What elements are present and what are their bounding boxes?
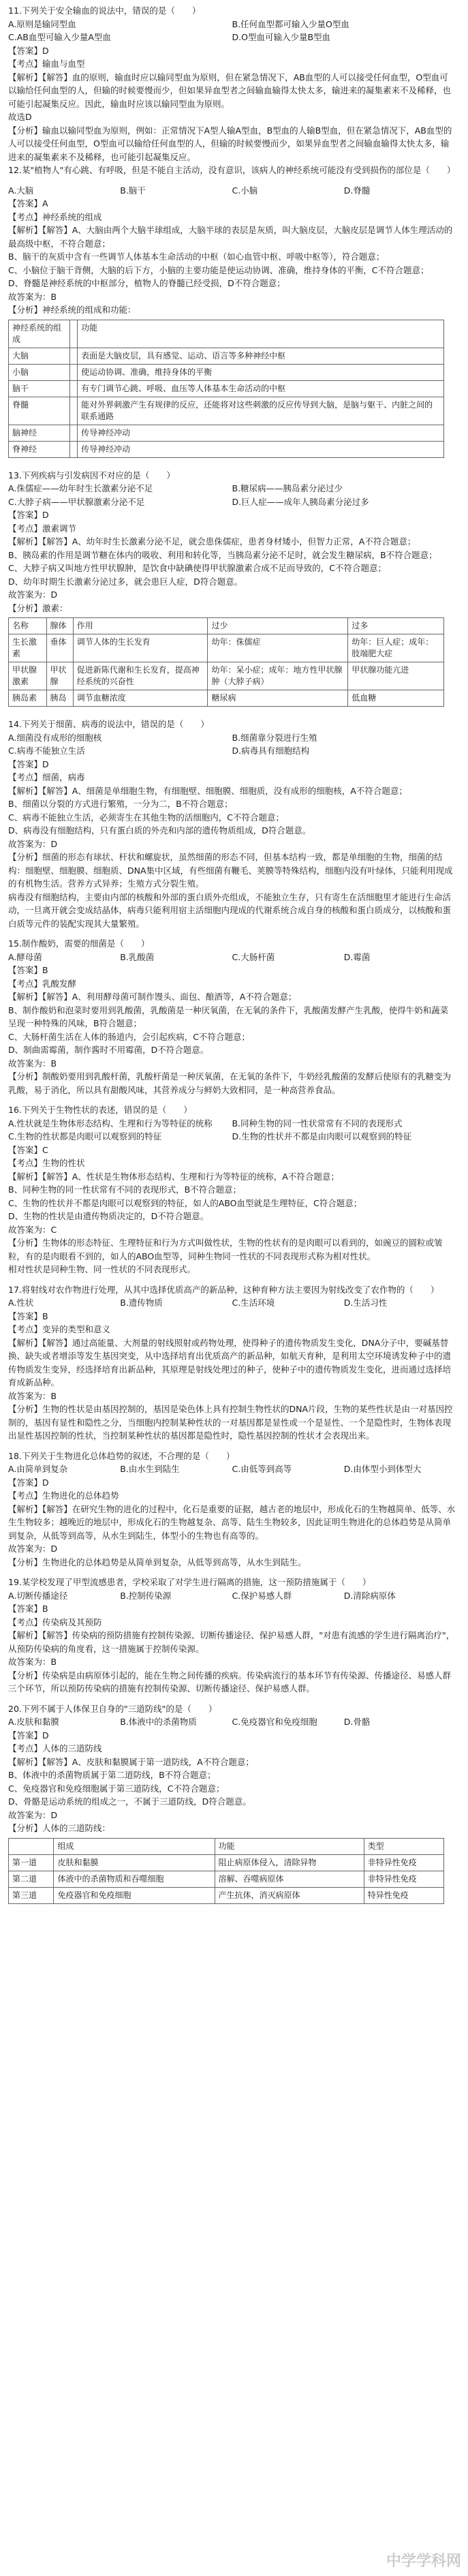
table-row	[9, 1871, 444, 1887]
explanation-line: 【考点】生物进化的总体趋势	[8, 1490, 119, 1501]
question-block	[0, 0, 468, 180]
explanation-line: C、大脖子病又叫地方性甲状腺肿，是饮食中缺碘使得甲状腺激素合成不足而导致的，C不符合题意；	[8, 563, 386, 573]
explanation-line: 【考点】变异的类型和意义	[8, 1324, 111, 1334]
explanation-line: 【答案】D	[8, 510, 49, 520]
explanation-line: 【解析】【解答】在研究生物的进化的过程中，化石是重要的证据，越古老的地层中，形成化石的生物越简单、低等、水生生物较多；越晚近的地层中，形成化石的生物越复杂、高等、陆生生物较多，因此证明生物进化的总体趋势是从简单到复杂，从低等到高等，从水生到陆生，体型小的生物也有高等的。	[8, 1503, 456, 1541]
table-cell: 阻止病原体侵入，清除异物	[215, 1854, 364, 1871]
explanation-line: 故选D	[8, 112, 32, 122]
table-header-cell: 过少	[208, 618, 348, 634]
explanation-line: B、脑干的灰质中含有一些调节人体基本生命活动的中枢（如心血管中枢、呼吸中枢等），符合题意；	[8, 251, 385, 262]
table-cell: 调节血糖浓度	[73, 690, 208, 707]
table-cell: 特异性免疫	[364, 1887, 443, 1903]
info-table	[8, 320, 444, 458]
table-cell: 甲状腺激素	[9, 662, 47, 690]
explanation-line: 【分析】人体的三道防线：	[8, 1823, 111, 1833]
explanation-line: 故答案为：B	[8, 1058, 57, 1069]
table-cell	[70, 441, 78, 457]
table-cell: 有专门调节心跳、呼吸、血压等人体基本生命活动的中枢	[78, 380, 444, 397]
option-item[interactable]: A.酵母菌	[8, 951, 42, 962]
option-item[interactable]: C.生物的性状都是肉眼可以观察到的特征	[8, 1131, 162, 1141]
explanation-line: 病毒没有细胞结构，主要由内部的核酸和外部的蛋白质外壳组成，不能独立生存，只有寄生在活细胞里才能进行生命活动，一旦离开就会变成结晶体，病毒只能利用宿主活细胞内现成的代谢系统合成自身的核酸和蛋白质成分，以核酸和蛋白质等元件的装配实现其大量繁殖。	[8, 891, 452, 929]
question-block	[0, 1571, 468, 1698]
option-item[interactable]: B.由水生到陆生	[120, 1464, 180, 1474]
explanation-line: 【解析】【解答】A、利用酵母菌可制作馒头、面包、酿酒等，A不符合题意；	[8, 992, 297, 1002]
explanation-line: 故答案为：D	[8, 1544, 58, 1554]
option-item[interactable]: A.切断传播途径	[8, 1590, 68, 1601]
table-header-row	[9, 320, 444, 348]
table-cell: 甲状腺功能亢进	[348, 662, 444, 690]
table-header-cell: 神经系统的组成	[9, 320, 70, 348]
table-header-cell	[70, 320, 78, 348]
option-item[interactable]: A.性状	[8, 1298, 34, 1308]
question-block	[0, 1698, 468, 1911]
explanation-line: 【分析】制酸奶要用到乳酸杆菌，乳酸杆菌是一种厌氧菌，在无氧的条件下，牛奶经乳酸菌的发酵后使原有的乳糖变为乳酸，易于消化，所以具有甜酸风味，其营养成分与鲜奶大致相同，是一种高营养食品。	[8, 1071, 452, 1095]
table-header-cell: 过多	[348, 618, 444, 634]
option-list	[8, 731, 456, 758]
explanation-line: D、骨骼是运动系统的组成之一，不属于三道防线，D符合题意。	[8, 1796, 251, 1807]
table-row	[9, 634, 444, 662]
explanation-line: D、脊髓是神经系统的中枢部分，植物人的脊髓已经受损，D不符合题意；	[8, 278, 285, 288]
explanation-line: 【分析】生物进化的总体趋势是从简单到复杂，从低等到高等，从水生到陆生。	[8, 1557, 307, 1567]
explanation-line: 【答案】D	[8, 1730, 49, 1741]
question-stem: 11.下列关于安全输血的说法中，错误的是（ ）	[8, 5, 201, 16]
table-cell	[70, 425, 78, 441]
explanation-line: 【分析】神经系统的组成和功能：	[8, 305, 136, 315]
table-header-cell: 组成	[54, 1838, 215, 1854]
info-table	[8, 1838, 444, 1904]
explanation-line: 【解析】【解答】传染病的预防措施有控制传染源、切断传播途径、保护易感人群，"对患有流感的学生进行隔离治疗"，从预防传染病的角度看，这一措施属于控制传染源。	[8, 1630, 455, 1654]
explanation-line: C、病毒不能独立生活，必须寄生在其他生物的活细胞内，C不符合题意；	[8, 812, 284, 823]
option-item[interactable]: C.小脑	[232, 185, 258, 196]
option-item[interactable]: A.原则是输同型血	[8, 18, 76, 29]
table-cell: 糖尿病	[208, 690, 348, 707]
explanation-line: B、同种生物的同一性状常有不同的表现形式，B不符合题意；	[8, 1184, 242, 1195]
option-item[interactable]: D.骨骼	[343, 1717, 371, 1727]
table-cell: 幼年：巨人症；成年：肢端肥大症	[348, 634, 444, 662]
option-item[interactable]: B.体液中的杀菌物质	[120, 1717, 197, 1727]
explanation-line: 【答案】D	[8, 45, 49, 56]
question-block	[0, 714, 468, 933]
explanation-line: 【考点】输血与血型	[8, 59, 85, 69]
question-block	[0, 1445, 468, 1572]
option-item[interactable]: B.细菌靠分裂进行生殖	[232, 732, 317, 743]
option-item[interactable]: C.病毒不能独立生活	[8, 746, 85, 756]
explanation-line: D、幼年时期生长激素分泌过多，就会患巨人症，D符合题意。	[8, 576, 243, 587]
table-cell: 大脑	[9, 348, 70, 364]
table-cell	[70, 364, 78, 380]
watermark: 中学学科网	[386, 2553, 461, 2570]
explanation-line: 【考点】人体的三道防线	[8, 1743, 102, 1753]
option-item[interactable]: A.侏儒症——幼年时生长激素分泌不足	[8, 483, 153, 493]
table-cell: 第二道	[9, 1871, 54, 1887]
question-block	[0, 180, 468, 465]
table-header-row	[9, 618, 444, 634]
option-item[interactable]: D.霉菌	[343, 951, 371, 962]
explanation-line: 【解析】【解答】A、大脑由两个大脑半球组成，大脑半球的表层是灰质，叫大脑皮层，大脑皮层是调节人体生理活动的最高级中枢，不符合题意；	[8, 225, 453, 249]
option-item[interactable]: A.由简单到复杂	[8, 1464, 68, 1474]
option-item[interactable]: B.控制传染源	[120, 1590, 172, 1601]
option-item[interactable]: C.免疫器官和免疫细胞	[232, 1717, 317, 1727]
explanation-line: 故答案为：D	[8, 838, 58, 849]
option-item[interactable]: C.AB血型可输入少量A型血	[8, 32, 111, 42]
table-cell: 非特异性免疫	[364, 1854, 443, 1871]
table-cell: 幼年：侏儒症	[208, 634, 348, 662]
explanation-line: 【分析】激素：	[8, 602, 68, 613]
question-block	[0, 465, 468, 714]
table-cell: 胰岛素	[9, 690, 47, 707]
table-cell: 产生抗体，消灭病原体	[215, 1887, 364, 1903]
explanation-line: 【考点】乳酸发酵	[8, 978, 77, 989]
table-cell: 使运动协调、准确，维持身体的平衡	[78, 364, 444, 380]
explanation-line: D、病毒没有细胞结构，只有蛋白质的外壳和内部的遗传物质组成，D符合题意。	[8, 825, 311, 835]
table-row	[9, 364, 444, 380]
table-header-cell: 腺体	[46, 618, 73, 634]
explanation-line: 【答案】D	[8, 758, 49, 769]
table-cell: 能对外界刺激产生有规律的反应，还能将对这些刺激的反应传导到大脑，是脑与躯干、内脏之间的联系通路	[78, 397, 444, 425]
explanation-line: 【答案】D	[8, 1477, 49, 1488]
table-cell: 脑干	[9, 380, 70, 397]
question-block	[0, 1279, 468, 1445]
table-cell: 第三道	[9, 1887, 54, 1903]
table-cell: 表面是大脑皮层，具有感觉、运动、语言等多种神经中枢	[78, 348, 444, 364]
question-stem: 18.下列关于生物进化总体趋势的叙述，不合理的是（ ）	[8, 1450, 235, 1461]
table-cell: 促进新陈代谢和生长发育，提高神经系统的兴奋性	[73, 662, 208, 690]
question-stem: 17.将射线对农作物进行处理，从其中选择优质高产的新品种，这种育种方法主要因为射线改变了农作物的（ ）	[8, 1284, 439, 1295]
explanation-line: C、生物的性状并不都是肉眼可以观察到的特征，如人的ABO血型就是生理特征，C符合题意；	[8, 1197, 362, 1208]
table-cell: 幼年：呆小症；成年：地方性甲状腺肿（大脖子病）	[208, 662, 348, 690]
table-header-cell	[9, 1838, 54, 1854]
table-cell: 传导神经冲动	[78, 441, 444, 457]
option-item[interactable]: C.由低等到高等	[232, 1464, 292, 1474]
table-cell: 小脑	[9, 364, 70, 380]
option-list	[8, 1117, 456, 1144]
explanation-line: 【考点】细菌，病毒	[8, 772, 85, 782]
explanation-line: 【分析】生物的性状是由基因控制的，基因是染色体上具有控制生物性状的DNA片段，生物的某些性状是由一对基因控制的，基因有显性和隐性之分，当细胞内控制某种性状的一对基因都是显性或一个是显性、一个是隐性时，生物体表现出显性基因控制的性状，当控制某种性状的基因都是隐性时，隐性基因控制的性状才会表现出来。	[8, 1404, 453, 1441]
info-table	[8, 617, 444, 707]
table-cell: 非特异性免疫	[364, 1871, 443, 1887]
explanation-line: 【解析】【解答】A、幼年时生长激素分泌不足，就会患侏儒症，患者身材矮小，但智力正常，A不符合题意；	[8, 536, 416, 547]
table-header-row	[9, 1838, 444, 1854]
explanation-line: B、细菌以分裂的方式进行繁殖，一分为二，B不符合题意；	[8, 799, 233, 809]
table-cell	[70, 380, 78, 397]
option-item[interactable]: D.生活习性	[343, 1298, 388, 1308]
option-list	[8, 1462, 456, 1476]
explanation-line: 故答案为：D	[8, 1809, 58, 1820]
option-item[interactable]: A.性状就是生物体形态结构、生理和行为等特征的统称	[8, 1118, 213, 1129]
question-stem: 19.某学校发现了甲型流感患者，学校采取了对学生进行隔离的措施，这一预防措施属于（ ）	[8, 1577, 371, 1587]
option-item[interactable]: D.巨人症——成年人胰岛素分泌过多	[232, 496, 369, 507]
table-cell: 体液中的杀菌物质和吞噬细胞	[54, 1871, 215, 1887]
table-cell: 低血糖	[348, 690, 444, 707]
option-list	[8, 1589, 456, 1603]
explanation-line: 【答案】B	[8, 1310, 48, 1321]
table-cell: 溶解、吞噬病原体	[215, 1871, 364, 1887]
question-block	[0, 1099, 468, 1279]
option-item[interactable]: D.清除病原体	[343, 1590, 396, 1601]
option-list	[8, 1296, 456, 1310]
explanation-line: 【分析】输血以输同型血为原则，例如：正常情况下A型人输A型血，B型血的人输B型血，但在紧急情况下，AB血型的人可以接受任何血型，O型血可以输给任何血型的人，但输的时候要慢而少，如果异血型者之间输血输得太快太多，输进来的凝集素来不及稀释，也可能引起凝集反应。	[8, 125, 452, 162]
question-stem: 15.制作酸奶，需要的细菌是（ ）	[8, 938, 150, 949]
option-item[interactable]: B.糖尿病——胰岛素分泌过少	[232, 483, 343, 493]
table-cell: 生长激素	[9, 634, 47, 662]
option-item[interactable]: D.病毒具有细胞结构	[232, 746, 310, 756]
table-cell: 免疫器官和免疫细胞	[54, 1887, 215, 1903]
explanation-line: 【分析】生物体的形态特征、生理特征和行为方式叫做性状，生物的性状有的是肉眼可以看到的，如豌豆的圆粒或皱粒，有的是肉眼看不到的，如人的ABO血型等，同种生物同一性状的不同表现形式称为相对性状。	[8, 1238, 443, 1261]
question-stem: 14.下列关于细菌、病毒的说法中，错误的是（ ）	[8, 719, 209, 729]
question-stem: 16.下列关于生物性状的表述，错误的是（ ）	[8, 1105, 192, 1115]
table-row	[9, 1854, 444, 1871]
table-cell: 胰岛	[46, 690, 73, 707]
table-header-cell: 作用	[73, 618, 208, 634]
explanation-line: 【解析】【解答】A、皮肤和黏膜属于第一道防线，A不符合题意；	[8, 1756, 254, 1767]
explanation-line: 【解析】【解答】A、性状是生物体形态结构、生理和行为等特征的统称，A不符合题意；	[8, 1171, 339, 1182]
option-list	[8, 18, 456, 44]
option-item[interactable]: D.脊髓	[343, 185, 371, 196]
explanation-line: B、制作酸奶和泡菜时要用到乳酸菌，乳酸菌是一种厌氧菌，在无氧的条件下，乳酸菌发酵产生乳酸，使得牛奶和蔬菜呈现一种特殊的风味，B符合题意；	[8, 1005, 449, 1028]
table-row	[9, 662, 444, 690]
table-row	[9, 425, 444, 441]
explanation-line: C、免疫器官和免疫细胞属于第三道防线，C不符合题意；	[8, 1783, 225, 1794]
table-row	[9, 690, 444, 707]
explanation-line: 故答案为：B	[8, 1390, 57, 1401]
option-item[interactable]: C.生活环境	[232, 1298, 275, 1308]
option-item[interactable]: B.同种生物的同一性状常常有不同的表现形式	[232, 1118, 403, 1129]
table-cell: 脑神经	[9, 425, 70, 441]
explanation-line: D、生物的性状是由遗传物质决定的，D不符合题意。	[8, 1211, 209, 1221]
option-item[interactable]: B.遗传物质	[120, 1298, 163, 1308]
option-item[interactable]: D.生物的性状并不都是由肉眼可以观察到的特征	[232, 1131, 412, 1141]
table-row	[9, 348, 444, 364]
table-cell	[70, 397, 78, 425]
explanation-line: 故答案为：B	[8, 1657, 57, 1667]
option-item[interactable]: C.大肠杆菌	[232, 951, 275, 962]
explanation-line: 相对性状是同种生物、同一性状的不同表现形式。	[8, 1264, 196, 1274]
explanation-line: 【答案】C	[8, 1144, 48, 1155]
explanation-line: 12.某"植物人"有心跳、有呼吸，但是不能自主活动，没有意识，该病人的神经系统可能没有受到损伤的部位是（ ）	[8, 165, 456, 175]
explanation-line: 故答案为：C	[8, 1224, 57, 1235]
explanation-line: 【解析】【解答】通过高能量、大剂量的射线照射或药物处理，使得种子的遗传物质发生变化，DNA分子中，要碱基替换、缺失或者增添等发生基因突变，从中选择培育出优质高产的新品种，如航天育种，是利用太空环境诱发种子中的遗传物质发生变异，经选择培育出新品种，其原理是射线处理过的种子，使种子中的遗传物质发生变化，进而通过选择培育成新品种。	[8, 1337, 452, 1387]
explanation-line: 【考点】激素调节	[8, 523, 77, 534]
option-item[interactable]: D.O型血可输入少量B型血	[232, 32, 331, 42]
table-cell: 脊神经	[9, 441, 70, 457]
table-cell: 调节人体的生长发育	[73, 634, 208, 662]
table-cell: 传导神经冲动	[78, 425, 444, 441]
table-cell: 甲状腺	[46, 662, 73, 690]
explanation-line: 【答案】B	[8, 965, 48, 975]
option-list	[8, 482, 456, 508]
option-item[interactable]: A.皮肤和黏膜	[8, 1717, 59, 1727]
option-list	[8, 184, 456, 198]
explanation-line: B、体液中的杀菌物质属于第二道防线，B不符合题意；	[8, 1770, 216, 1780]
option-item[interactable]: C.保护易感人群	[232, 1590, 292, 1601]
option-list	[8, 951, 456, 964]
explanation-line: 【分析】细菌的形态有球状、杆状和螺旋状，虽然细菌的形态不同，但基本结构一致，都是单细胞的生物，细菌的结构：细胞壁、细胞膜、细胞质、DNA集中区域，有些细菌有鞭毛、荚膜等特殊结构，细胞内没有叶绿体，只能利用现成的有机物生活。营养方式异养；生殖方式分裂生殖。	[8, 852, 453, 889]
table-row	[9, 380, 444, 397]
explanation-line: 【分析】传染病是由病原体引起的，能在生物之间传播的疾病。传染病流行的基本环节有传染源、传播途径、易感人群三个环节，所以预防传染病的措施有控制传染源、切断传播途径、保护易感人群。	[8, 1670, 452, 1693]
option-item[interactable]: A.大脑	[8, 185, 34, 196]
explanation-line: B、胰岛素的作用是调节糖在体内的吸收、利用和转化等，当胰岛素分泌不足时，就会发生糖尿病，B不符合题意；	[8, 549, 437, 560]
table-row	[9, 441, 444, 457]
table-cell: 垂体	[46, 634, 73, 662]
option-item[interactable]: B.乳酸菌	[120, 951, 155, 962]
explanation-line: 故答案为：D	[8, 589, 58, 600]
option-item[interactable]: B.脑干	[120, 185, 146, 196]
option-item[interactable]: B.任何血型都可输入少量O型血	[232, 18, 349, 29]
table-row	[9, 1887, 444, 1903]
explanation-line: D、制曲需霉菌，制作酱时不用霉菌，D不符合题意。	[8, 1045, 209, 1055]
explanation-line: C、小脑位于脑干背侧，大脑的后下方，小脑的主要功能是使运动协调、准确，维持身体的平衡，C不符合题意；	[8, 264, 429, 275]
option-list	[8, 1715, 456, 1729]
explanation-line: 【答案】B	[8, 1604, 48, 1614]
question-block	[0, 933, 468, 1099]
table-header-cell: 类型	[364, 1838, 443, 1854]
explanation-line: 【考点】神经系统的组成	[8, 211, 102, 222]
table-cell: 皮肤和黏膜	[54, 1854, 215, 1871]
table-cell: 第一道	[9, 1854, 54, 1871]
option-item[interactable]: C.大脖子病——甲状腺激素分泌不足	[8, 496, 145, 507]
option-item[interactable]: D.由体型小到体型大	[343, 1464, 422, 1474]
option-item[interactable]: A.细菌没有成形的细胞核	[8, 732, 102, 743]
table-row	[9, 397, 444, 425]
explanation-line: 【解析】【解答】血的原则，输血时应以输同型血为原则，但在紧急情况下，AB血型的人可以接受任何血型，O型血可以输给任何血型的人，但输的时候要慢而少，但如果异血型者之间输血输得太快太多，输进来的凝集素来不及稀释，也可能引起凝集反应。因此，输血时应该以输同型血为原则。	[8, 72, 452, 109]
explanation-line: 【答案】A	[8, 198, 48, 209]
table-header-cell: 功能	[78, 320, 444, 348]
table-header-cell: 功能	[215, 1838, 364, 1854]
explanation-line: 【解析】【解答】A、细菌是单细胞生物，有细胞壁、细胞膜、细胞质，没有成形的细胞核，A不符合题意；	[8, 785, 407, 796]
table-cell: 脊髓	[9, 397, 70, 425]
explanation-line: C、大肠杆菌生活在人体的肠道内，会引起疾病，C不符合题意；	[8, 1031, 250, 1042]
explanation-line: 故答案为：B	[8, 291, 57, 302]
table-cell	[70, 348, 78, 364]
question-stem: 20.下列不属于人体保卫自身的"三道防线"的是（ ）	[8, 1703, 217, 1714]
question-stem: 13.下列疾病与引发病因不对应的是（ ）	[8, 470, 175, 480]
explanation-line: 【考点】传染病及其预防	[8, 1616, 102, 1627]
explanation-line: 【考点】生物的性状	[8, 1158, 85, 1168]
table-header-cell: 名称	[9, 618, 47, 634]
